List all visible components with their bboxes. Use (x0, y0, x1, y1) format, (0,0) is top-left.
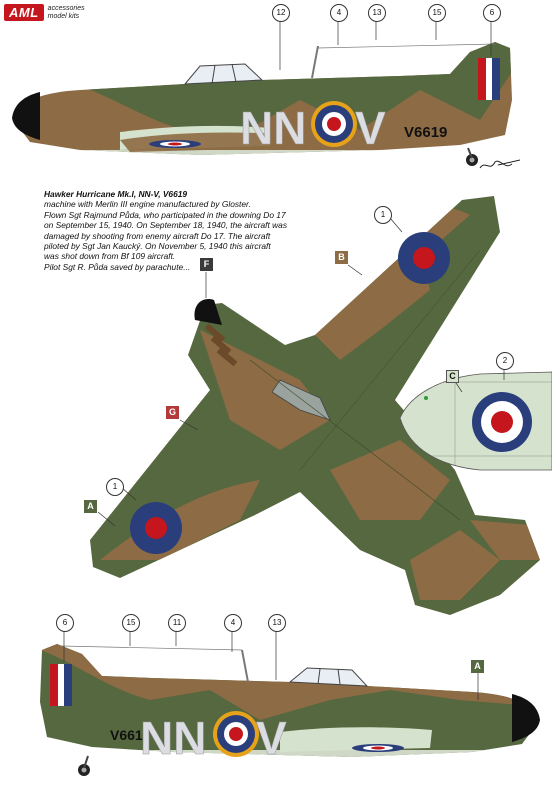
callout-bottom-4: 4 (224, 614, 242, 632)
callout-plan-3: 2 (496, 352, 514, 370)
callout-bottom-2: 15 (122, 614, 140, 632)
underwing-roundel (472, 392, 532, 452)
description-line: machine with Merlin III engine manufactured by Gloster. (44, 199, 251, 210)
label-square-A-plan: A (84, 500, 97, 513)
fuselage-roundel-bottom (213, 711, 259, 757)
callout-top-3: 13 (368, 4, 386, 22)
aircraft-letter-bottom: V (256, 712, 287, 764)
description-title: Hawker Hurricane Mk.I, NN-V, V6619 (44, 189, 188, 199)
description-line: on September 15, 1940. On September 18, 1940, the aircraft was (44, 220, 288, 231)
fin-flash-bottom (50, 664, 72, 706)
wing-roundel-starboard (398, 232, 450, 284)
serial-bottom: V661 (110, 727, 143, 743)
callout-bottom-1: 6 (56, 614, 74, 632)
code-letters-top: NN (240, 102, 307, 154)
brand-tagline-line2: model kits (47, 12, 80, 20)
callout-top-2: 4 (330, 4, 348, 22)
brand-logo-badge: AML (4, 4, 44, 21)
callout-top-5: 6 (483, 4, 501, 22)
aircraft-letter-top: V (355, 102, 386, 154)
callout-top-1: 12 (272, 4, 290, 22)
wing-roundel-port (130, 502, 182, 554)
callout-bottom-5: 13 (268, 614, 286, 632)
description-line: damaged by shooting from enemy aircraft Do 17. The aircraft (44, 230, 271, 241)
label-square-F: F (200, 258, 213, 271)
callout-plan-2: 1 (106, 478, 124, 496)
description-line: Pilot Sgt R. Půda saved by parachute... (44, 261, 191, 272)
fin-flash-top (478, 58, 500, 100)
callout-bottom-3: 11 (168, 614, 186, 632)
description-line: Flown Sgt Rajmund Půda, who participated in the downing Do 17 (44, 209, 286, 220)
label-square-G: G (166, 406, 179, 419)
callout-plan-1: 1 (374, 206, 392, 224)
description-line: piloted by Sgt Jan Kaucký. On November 5, 1940 this aircraft (44, 241, 271, 252)
aircraft-description (44, 189, 314, 272)
fuselage-roundel-top (311, 101, 357, 147)
serial-top: V6619 (404, 124, 448, 141)
label-square-C: C (446, 370, 459, 383)
callout-top-4: 15 (428, 4, 446, 22)
code-letters-bottom: NN (140, 712, 207, 764)
description-line: was shot down from Bf 109 aircraft. (44, 251, 176, 262)
side-profile-top (0, 20, 552, 168)
label-square-B: B (335, 251, 348, 264)
side-profile-bottom (0, 630, 552, 776)
label-square-A-bottom: A (471, 660, 484, 673)
brand-tagline-line1: accessories (47, 4, 85, 12)
